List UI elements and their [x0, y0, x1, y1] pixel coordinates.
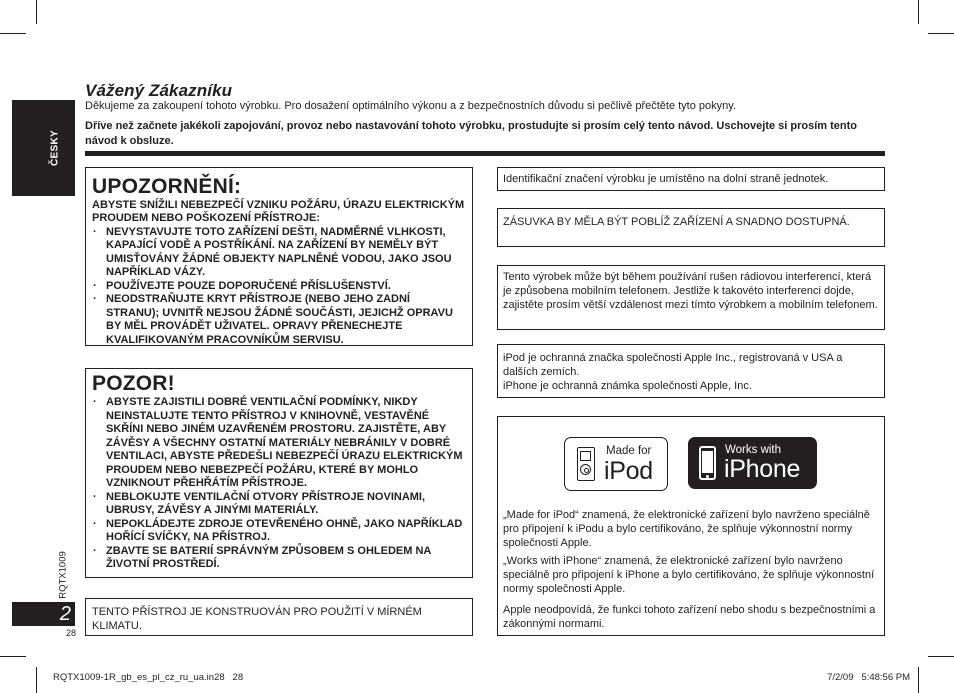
made-for-ipod-text: „Made for iPod“ znamená, že elektronické zařízení bylo navrženo speciálně pro připojení k iPodu a bylo certifikováno, že splňuje výkonnostní normy společnosti Apple. — [503, 509, 870, 549]
page-sub-number: 28 — [65, 628, 76, 638]
footer-timestamp: 7/2/09 5:48:56 PM — [827, 672, 910, 683]
ipod-icon — [577, 447, 595, 481]
warning-list — [92, 226, 466, 348]
language-tab — [12, 100, 75, 196]
language-tab-label: ČESKY — [49, 130, 61, 166]
crop-mark — [0, 656, 26, 657]
badge-ipod-small-text: Made for — [606, 445, 652, 457]
header-divider — [85, 151, 885, 156]
warning-item: · NEVYSTAVUJTE TOTO ZAŘÍZENÍ DEŠTI, NADMĚRNÉ VLHKOSTI, KAPAJÍCÍ VODĚ A POSTŘÍKÁNÍ. NA ZAŘÍZENÍ BY NEMĚLY BÝT UMISŤOVÁNY ŽÁDNÉ OBJEKTY NAPLNĚNÉ VODOU, JAKO JSOU NAPŘÍKLAD VÁZY. — [92, 226, 466, 280]
trademark-iphone-text: iPhone je ochranná známka společnosti Apple, Inc. — [503, 380, 752, 392]
apple-disclaimer-text: Apple neodpovídá, že funkci tohoto zařízení nebo shodu s bezpečnostními a zákonnými normami. — [503, 604, 876, 630]
warning-box — [85, 167, 473, 346]
trademark-ipod-text: iPod je ochranná značka společnosti Apple Inc., registrovaná v USA a dalších zemích. — [503, 352, 843, 378]
footer-file-info: RQTX1009-1R_gb_es_pl_cz_ru_ua.in28 28 — [53, 672, 244, 683]
document-code: RQTX1009 — [57, 551, 69, 599]
climate-box — [85, 598, 473, 636]
interference-text: Tento výrobek může být během používání rušen rádiovou interferencí, která je způsobena mobilním telefonem. Jestliže k takovéto interferenci dojde, zajistěte prosím větší vzdálenost mezi tímto výrobkem a mobilním telefonem. — [503, 271, 878, 311]
made-for-ipod-badge — [564, 437, 668, 491]
crop-mark — [928, 656, 954, 657]
trademark-box — [497, 344, 885, 398]
warning-lead: ABYSTE SNÍŽILI NEBEZPEČÍ VZNIKU POŽÁRU, ÚRAZU ELEKTRICKÝM PROUDEM NEBO POŠKOZENÍ PŘÍSTROJE: — [92, 199, 465, 225]
socket-text: ZÁSUVKA BY MĚLA BÝT POBLÍŽ ZAŘÍZENÍ A SNADNO DOSTUPNÁ. — [503, 216, 850, 228]
works-with-iphone-badge — [688, 437, 817, 489]
caution-item: · ABYSTE ZAJISTILI DOBRÉ VENTILAČNÍ PODMÍNKY, NIKDY NEINSTALUJTE TENTO PŘÍSTROJ V KNIHOVNĚ, VESTAVĚNÉ SKŘÍNI NEBO JINÉM UZAVŘENÉM PROSTORU. ZAJISTĚTE, ABY ZÁVĚSY A VŠECHNY OSTATNÍ MATERIÁLY NEBRÁNILY V DOBRÉ VENTILACI, ABYSTE PŘEDEŠLI NEBEZPEČÍ ÚRAZU ELEKTRICKÝM PROUDEM NEBO NEBEZPEČÍ POŽÁRU, KTERÉ BY MOHLO VZNIKNOUT PŘEHŘÁTÍM PŘÍSTROJE. — [92, 396, 466, 491]
caution-list — [92, 396, 466, 572]
badge-iphone-big-text: iPhone — [724, 455, 801, 483]
badge-iphone-small-text: Works with — [725, 444, 782, 456]
warning-item: · POUŽÍVEJTE POUZE DOPORUČENÉ PŘÍSLUŠENSTVÍ. — [92, 280, 466, 294]
identification-text: Identifikační značení výrobku je umístěno na dolní straně jednotek. — [503, 173, 829, 185]
identification-box — [497, 167, 885, 191]
page-number: 2 — [12, 602, 75, 626]
crop-mark — [918, 0, 919, 24]
crop-mark — [36, 0, 37, 24]
caution-item: · NEPOKLÁDEJTE ZDROJE OTEVŘENÉHO OHNĚ, JAKO NAPŘÍKLAD HOŘÍCÍ SVÍČKY, NA PŘÍSTROJ. — [92, 518, 466, 545]
warning-heading: UPOZORNĚNÍ: — [92, 175, 242, 198]
crop-mark — [928, 33, 954, 34]
caution-item: · ZBAVTE SE BATERIÍ SPRÁVNÝM ZPŮSOBEM S OHLEDEM NA ŽIVOTNÍ PROSTŘEDÍ. — [92, 545, 466, 572]
works-with-iphone-text: „Works with iPhone“ znamená, že elektronické zařízení bylo navrženo speciálně pro připojení k iPhone a bylo certifikováno, že splňuje výkonnostní normy společnosti Apple. — [503, 555, 875, 595]
interference-box — [497, 265, 885, 330]
warning-item: · NEODSTRAŇUJTE KRYT PŘÍSTROJE (NEBO JEHO ZADNÍ STRANU); UVNITŘ NEJSOU ŽÁDNÉ SOUČÁSTI, JEJICHŽ OPRAVU BY MĚL PROVÁDĚT UŽIVATEL. OPRAVY PŘENECHEJTE KVALIFIKOVANÝM PRACOVNÍKŮM SERVISU. — [92, 293, 466, 347]
page-title: Vážený Zákazníku — [85, 81, 233, 100]
crop-mark — [36, 667, 37, 693]
caution-item: · NEBLOKUJTE VENTILAČNÍ OTVORY PŘÍSTROJE NOVINAMI, UBRUSY, ZÁVĚSY A JINÝMI MATERIÁLY. — [92, 491, 466, 518]
caution-box — [85, 368, 473, 578]
intro-bold-text: Dříve než začnete jakékoli zapojování, provoz nebo nastavování tohoto výrobku, prostudujte si prosím celý tento návod. Uschovejte si prosím tento návod k obsluze. — [85, 120, 857, 147]
intro-text: Děkujeme za zakoupení tohoto výrobku. Pro dosažení optimálního výkonu a z bezpečnostních důvodu si pečlivě přečtěte tyto pokyny. — [85, 100, 737, 112]
badge-ipod-big-text: iPod — [604, 457, 653, 485]
caution-heading: POZOR! — [92, 372, 175, 395]
crop-mark — [0, 33, 26, 34]
climate-text: TENTO PŘÍSTROJ JE KONSTRUOVÁN PRO POUŽITÍ V MÍRNÉM KLIMATU. — [92, 606, 422, 632]
crop-mark — [918, 667, 919, 693]
iphone-icon — [699, 446, 716, 480]
socket-box — [497, 208, 885, 247]
